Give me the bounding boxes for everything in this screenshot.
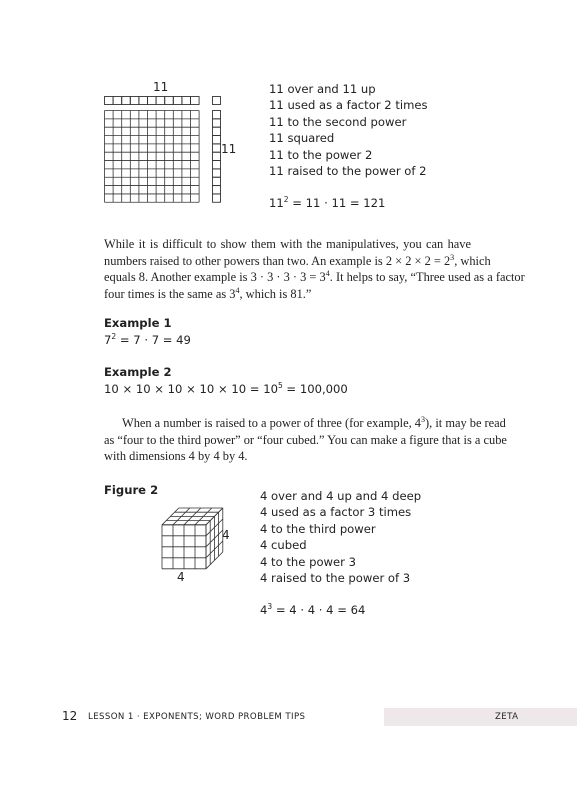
grid-side-label: 11 bbox=[221, 142, 237, 156]
paragraph-cubes-intro bbox=[104, 414, 507, 465]
paragraph-line: numbers raised to other powers than two. An example is $2 \times 2 \times 2 = 2^3$, which bbox=[104, 252, 491, 268]
bar-unit bbox=[213, 127, 221, 135]
bar-unit bbox=[213, 177, 221, 185]
description-line: 11 to the power 2 bbox=[269, 147, 373, 162]
bar-unit bbox=[213, 111, 221, 119]
description-line: 4 used as a factor 3 times bbox=[260, 505, 412, 520]
bar-unit bbox=[130, 97, 139, 105]
bar-unit bbox=[213, 136, 221, 144]
page-number: 12 bbox=[62, 709, 78, 723]
bar-unit bbox=[213, 186, 221, 194]
bar-unit bbox=[122, 97, 131, 105]
footer-lesson-title: LESSON 1 · EXPONENTS; WORD PROBLEM TIPS bbox=[88, 712, 306, 722]
four-by-four-by-four-cube bbox=[162, 508, 223, 569]
example2-heading: Example 2 bbox=[104, 365, 172, 379]
description-line: 4 to the power 3 bbox=[260, 554, 356, 569]
footer-series-name: ZETA bbox=[495, 712, 519, 722]
bar-unit bbox=[182, 97, 191, 105]
formula-exponent: 2 bbox=[283, 195, 289, 205]
bar-unit bbox=[191, 97, 200, 105]
single-unit-block bbox=[213, 97, 221, 105]
paragraph-line: four times is the same as $3^4$, which is 81.” bbox=[104, 285, 312, 301]
description-line: 11 raised to the power of 2 bbox=[269, 164, 427, 179]
description-line: 11 over and 11 up bbox=[269, 82, 376, 96]
paragraph-line: While it is difficult to show them with the manipulatives, you can have bbox=[104, 237, 471, 251]
paragraph-line: equals 8. Another example is $3 \cdot 3 \cdot 3 \cdot 3 = 3^4$. It helps to say, “Three used as a factor bbox=[104, 269, 525, 285]
footer-band bbox=[384, 708, 577, 726]
figure2-formula: $4^3 = 4 \cdot 4 \cdot 4 = 64$ bbox=[260, 602, 366, 617]
bar-unit bbox=[156, 97, 165, 105]
description-line: 4 over and 4 up and 4 deep bbox=[260, 489, 422, 503]
formula-base: 11 bbox=[269, 196, 284, 210]
example1-heading: Example 1 bbox=[104, 316, 172, 330]
paragraph-line: with dimensions 4 by 4 by 4. bbox=[104, 449, 248, 464]
eleven-unit-bar-column bbox=[213, 111, 221, 203]
bar-unit bbox=[213, 194, 221, 202]
eleven-squared-grid-figure bbox=[104, 94, 228, 211]
figure1-description-list bbox=[269, 81, 428, 179]
figure2-title: Figure 2 bbox=[104, 483, 159, 497]
four-cubed-cube-figure bbox=[160, 506, 240, 582]
formula-rest: = 11 · 11 = 121 bbox=[288, 196, 386, 210]
figure1-formula bbox=[269, 196, 385, 210]
figure2-description-list bbox=[260, 488, 421, 586]
eleven-by-eleven-grid bbox=[105, 111, 200, 203]
description-line: 11 used as a factor 2 times bbox=[269, 98, 428, 113]
bar-unit bbox=[213, 169, 221, 177]
cube-width-label: 4 bbox=[177, 570, 185, 584]
bar-unit bbox=[113, 97, 122, 105]
grid-top-label: 11 bbox=[153, 80, 169, 94]
description-line: 4 cubed bbox=[260, 538, 307, 553]
paragraph-powers-intro bbox=[104, 236, 525, 302]
bar-unit bbox=[139, 97, 148, 105]
example1-equation: $7^2 = 7 \cdot 7 = 49$ bbox=[104, 332, 191, 347]
description-line: 4 to the third power bbox=[260, 521, 376, 536]
bar-unit bbox=[213, 161, 221, 169]
bar-unit bbox=[213, 119, 221, 127]
description-line: 4 raised to the power of 3 bbox=[260, 571, 411, 586]
description-line: 11 to the second power bbox=[269, 114, 407, 129]
example2-equation: $10 \times 10 \times 10 \times 10 \times 10 = 10^5 = 100,000$ bbox=[104, 381, 348, 396]
paragraph-line: When a number is raised to a power of three (for example, $4^3$), it may be read bbox=[122, 414, 506, 430]
bar-unit bbox=[165, 97, 174, 105]
eleven-unit-bar-row bbox=[105, 97, 200, 105]
bar-unit bbox=[173, 97, 182, 105]
bar-unit bbox=[213, 152, 221, 160]
bar-unit bbox=[105, 97, 114, 105]
description-line: 11 squared bbox=[269, 131, 335, 146]
paragraph-line: as “four to the third power” or “four cubed.” You can make a figure that is a cube bbox=[104, 432, 507, 447]
bar-unit bbox=[148, 97, 157, 105]
bar-unit bbox=[213, 144, 221, 152]
cube-depth-label: 4 bbox=[222, 528, 230, 542]
